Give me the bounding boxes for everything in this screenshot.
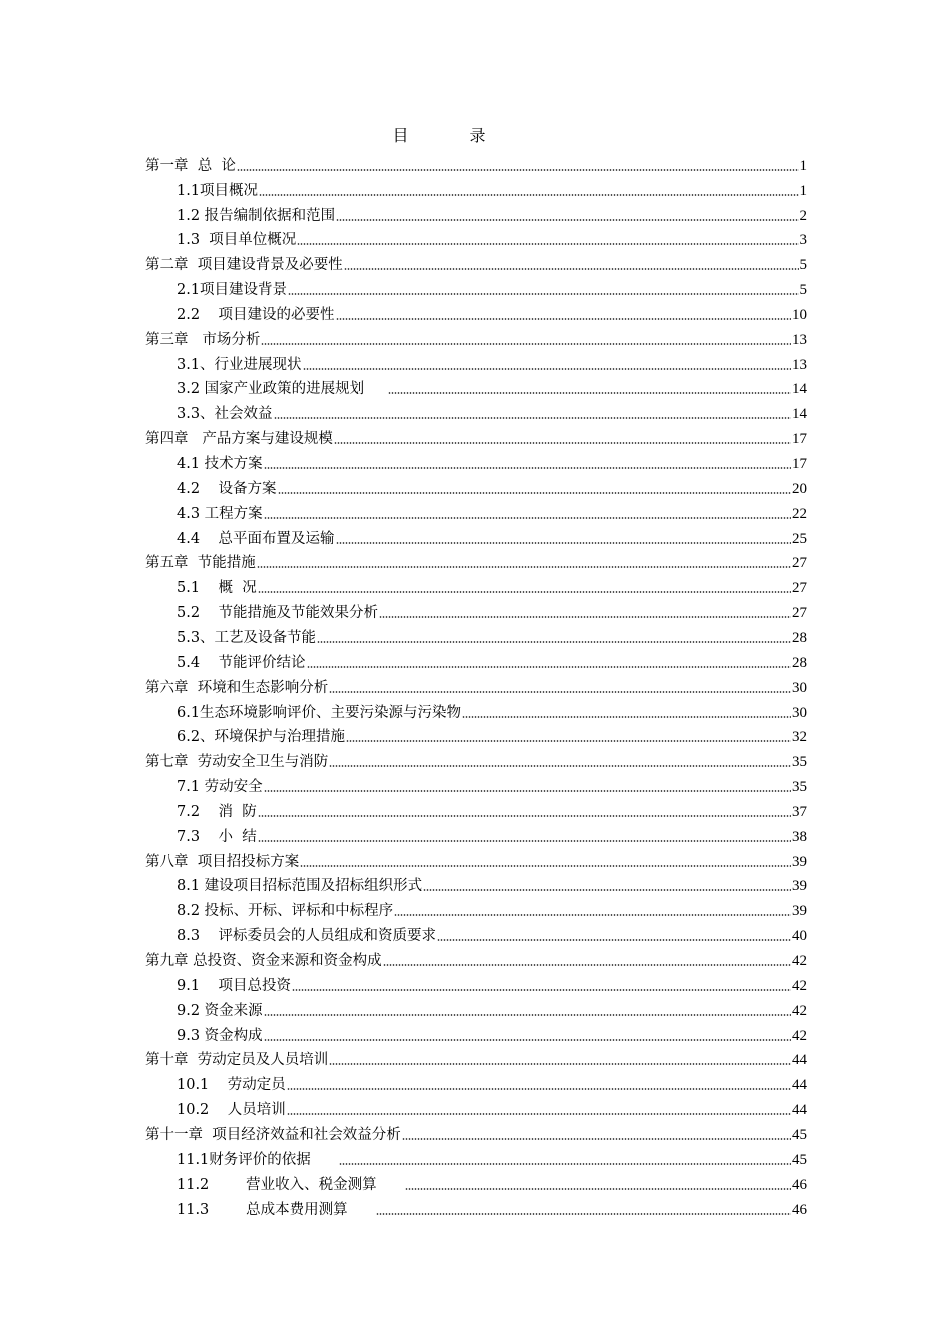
toc-entry-label: 10.2 人员培训 — [177, 1102, 286, 1119]
toc-section-entry[interactable] — [177, 175, 807, 200]
toc-section-entry[interactable] — [177, 448, 807, 473]
toc-section-entry[interactable] — [177, 399, 807, 424]
dot-leader — [303, 368, 791, 370]
dot-leader — [278, 492, 792, 494]
toc-entry-label: 第八章 项目招投标方案 — [145, 853, 300, 870]
dot-leader — [258, 815, 791, 817]
dot-leader — [258, 591, 791, 593]
toc-entry-page-number: 27 — [792, 580, 807, 597]
toc-chapter-entry[interactable] — [145, 846, 807, 871]
toc-section-entry[interactable] — [177, 871, 807, 896]
toc-entry-page-number: 1 — [799, 182, 807, 199]
toc-entry-page-number: 28 — [792, 629, 807, 646]
toc-section-entry[interactable] — [177, 896, 807, 921]
toc-section-entry[interactable] — [177, 1194, 807, 1219]
dot-leader — [344, 268, 799, 270]
toc-entry-label: 4.1 技术方案 — [177, 456, 263, 473]
toc-section-entry[interactable] — [177, 722, 807, 747]
dot-leader — [388, 392, 791, 394]
toc-entry-page-number: 46 — [792, 1201, 807, 1218]
dot-leader — [405, 1188, 791, 1190]
dot-leader — [288, 293, 798, 295]
toc-entry-page-number: 45 — [792, 1126, 807, 1143]
toc-entry-label: 3.3、社会效益 — [177, 406, 273, 423]
toc-entry-page-number: 42 — [792, 1002, 807, 1019]
toc-entry-page-number: 13 — [792, 331, 807, 348]
toc-entry-page-number: 44 — [792, 1077, 807, 1094]
toc-section-entry[interactable] — [177, 622, 807, 647]
toc-entry-label: 1.1项目概况 — [177, 182, 259, 199]
dot-leader — [261, 343, 791, 345]
toc-entry-page-number: 46 — [792, 1176, 807, 1193]
dot-leader — [379, 616, 791, 618]
dot-leader — [264, 790, 791, 792]
toc-entry-page-number: 37 — [792, 803, 807, 820]
toc-entry-page-number: 28 — [792, 654, 807, 671]
toc-entry-label: 1.2 报告编制依据和范围 — [177, 207, 336, 224]
toc-entry-label: 11.2 营业收入、税金测算 — [177, 1176, 405, 1193]
toc-entry-label: 4.2 设备方案 — [177, 480, 277, 497]
toc-entry-page-number: 22 — [792, 505, 807, 522]
dot-leader — [297, 243, 798, 245]
toc-chapter-entry[interactable] — [145, 423, 807, 448]
toc-entry-label: 8.3 评标委员会的人员组成和资质要求 — [177, 928, 436, 945]
toc-entry-page-number: 40 — [792, 928, 807, 945]
toc-entry-label: 3.1、行业进展现状 — [177, 356, 302, 373]
toc-entry-page-number: 25 — [792, 530, 807, 547]
toc-section-entry[interactable] — [177, 523, 807, 548]
toc-entry-label: 6.2、环境保护与治理措施 — [177, 729, 346, 746]
toc-section-entry[interactable] — [177, 920, 807, 945]
toc-section-entry[interactable] — [177, 1094, 807, 1119]
dot-leader — [264, 467, 791, 469]
toc-section-entry[interactable] — [177, 647, 807, 672]
toc-section-entry[interactable] — [177, 1169, 807, 1194]
dot-leader — [336, 219, 798, 221]
toc-entry-label: 5.3、工艺及设备节能 — [177, 629, 317, 646]
dot-leader — [257, 566, 791, 568]
toc-entry-label: 11.3 总成本费用测算 — [177, 1201, 376, 1218]
toc-entry-page-number: 17 — [792, 431, 807, 448]
toc-entry-page-number: 39 — [792, 853, 807, 870]
dot-leader — [287, 1113, 791, 1115]
dot-leader — [317, 641, 791, 643]
toc-section-entry[interactable] — [177, 225, 807, 250]
toc-section-entry[interactable] — [177, 498, 807, 523]
toc-entry-page-number: 39 — [792, 878, 807, 895]
toc-entry-label: 第一章 总 论 — [145, 157, 236, 174]
dot-leader — [334, 442, 791, 444]
toc-section-entry[interactable] — [177, 473, 807, 498]
toc-section-entry[interactable] — [177, 1020, 807, 1045]
toc-chapter-entry[interactable] — [145, 746, 807, 771]
toc-section-entry[interactable] — [177, 771, 807, 796]
toc-entry-label: 4.3 工程方案 — [177, 505, 263, 522]
dot-leader — [329, 765, 791, 767]
toc-entry-page-number: 5 — [799, 282, 807, 299]
toc-entry-label: 9.3 资金构成 — [177, 1027, 263, 1044]
dot-leader — [346, 740, 791, 742]
toc-entry-page-number: 30 — [792, 679, 807, 696]
toc-entry-label: 2.1项目建设背景 — [177, 282, 288, 299]
toc-entry-page-number: 44 — [792, 1102, 807, 1119]
dot-leader — [376, 1213, 791, 1215]
toc-section-entry[interactable] — [177, 299, 807, 324]
dot-leader — [300, 865, 791, 867]
toc-entry-page-number: 42 — [792, 1027, 807, 1044]
toc-entry-label: 第三章 市场分析 — [145, 331, 261, 348]
toc-entry-page-number: 17 — [792, 456, 807, 473]
toc-entry-page-number: 27 — [792, 605, 807, 622]
toc-entry-label: 第九章 总投资、资金来源和资金构成 — [145, 953, 382, 970]
dot-leader — [336, 318, 792, 320]
toc-chapter-entry[interactable] — [145, 672, 807, 697]
toc-entry-label: 8.2 投标、开标、评标和中标程序 — [177, 903, 394, 920]
dot-leader — [437, 939, 791, 941]
toc-entry-page-number: 42 — [792, 977, 807, 994]
toc-entry-label: 3.2 国家产业政策的进展规划 — [177, 381, 388, 398]
dot-leader — [383, 964, 791, 966]
toc-entry-page-number: 44 — [792, 1052, 807, 1069]
toc-section-entry[interactable] — [177, 995, 807, 1020]
toc-entry-page-number: 35 — [792, 754, 807, 771]
toc-entry-label: 第七章 劳动安全卫生与消防 — [145, 754, 329, 771]
toc-entry-page-number: 14 — [792, 381, 807, 398]
toc-entry-label: 9.2 资金来源 — [177, 1002, 263, 1019]
toc-entry-label: 4.4 总平面布置及运输 — [177, 530, 335, 547]
toc-chapter-entry[interactable] — [145, 249, 807, 274]
dot-leader — [287, 1088, 791, 1090]
toc-section-entry[interactable] — [177, 821, 807, 846]
toc-entry-label: 第五章 节能措施 — [145, 555, 256, 572]
toc-section-entry[interactable] — [177, 274, 807, 299]
dot-leader — [329, 691, 791, 693]
dot-leader — [423, 889, 791, 891]
toc-entry-label: 7.2 消 防 — [177, 803, 257, 820]
dot-leader — [402, 1138, 791, 1140]
toc-section-entry[interactable] — [177, 200, 807, 225]
toc-entry-page-number: 1 — [799, 157, 807, 174]
toc-entry-page-number: 42 — [792, 953, 807, 970]
toc-entry-label: 5.4 节能评价结论 — [177, 654, 306, 671]
toc-entry-label: 第六章 环境和生态影响分析 — [145, 679, 329, 696]
dot-leader — [264, 517, 791, 519]
toc-entry-page-number: 10 — [792, 306, 807, 323]
toc-entry-page-number: 20 — [792, 480, 807, 497]
toc-entry-label: 第十一章 项目经济效益和社会效益分析 — [145, 1126, 401, 1143]
toc-title: 目 录 — [392, 126, 514, 145]
dot-leader — [394, 914, 791, 916]
toc-entry-page-number: 38 — [792, 828, 807, 845]
dot-leader — [462, 716, 791, 718]
dot-leader — [339, 1163, 791, 1165]
toc-chapter-entry[interactable] — [145, 945, 807, 970]
dot-leader — [237, 169, 799, 171]
toc-chapter-entry[interactable] — [145, 150, 807, 175]
toc-entry-page-number: 27 — [792, 555, 807, 572]
toc-entry-page-number: 35 — [792, 779, 807, 796]
toc-section-entry[interactable] — [177, 572, 807, 597]
toc-section-entry[interactable] — [177, 1069, 807, 1094]
toc-entry-label: 5.2 节能措施及节能效果分析 — [177, 605, 378, 622]
toc-section-entry[interactable] — [177, 349, 807, 374]
toc-section-entry[interactable] — [177, 374, 807, 399]
dot-leader — [292, 989, 791, 991]
toc-entry-page-number: 14 — [792, 406, 807, 423]
toc-section-entry[interactable] — [177, 796, 807, 821]
toc-chapter-entry[interactable] — [145, 548, 807, 573]
toc-entry-label: 1.3 项目单位概况 — [177, 232, 297, 249]
dot-leader — [336, 542, 792, 544]
toc-section-entry[interactable] — [177, 1144, 807, 1169]
dot-leader — [258, 840, 791, 842]
toc-entry-label: 5.1 概 况 — [177, 580, 257, 597]
toc-entry-label: 第二章 项目建设背景及必要性 — [145, 257, 343, 274]
dot-leader — [329, 1063, 791, 1065]
dot-leader — [307, 666, 792, 668]
toc-entry-page-number: 13 — [792, 356, 807, 373]
toc-entry-page-number: 39 — [792, 903, 807, 920]
toc-entry-page-number: 2 — [799, 207, 807, 224]
toc-entry-label: 6.1生态环境影响评价、主要污染源与污染物 — [177, 704, 462, 721]
toc-chapter-entry[interactable] — [145, 324, 807, 349]
toc-section-entry[interactable] — [177, 970, 807, 995]
toc-entry-label: 第四章 产品方案与建设规模 — [145, 431, 333, 448]
toc-entry-label: 10.1 劳动定员 — [177, 1077, 286, 1094]
toc-section-entry[interactable] — [177, 697, 807, 722]
dot-leader — [264, 1014, 791, 1016]
toc-entry-page-number: 32 — [792, 729, 807, 746]
toc-entry-label: 2.2 项目建设的必要性 — [177, 306, 335, 323]
toc-entry-label: 7.3 小 结 — [177, 828, 257, 845]
toc-entry-page-number: 3 — [799, 232, 807, 249]
toc-entry-label: 9.1 项目总投资 — [177, 977, 291, 994]
toc-entry-label: 11.1财务评价的依据 — [177, 1151, 339, 1168]
toc-entry-label: 8.1 建设项目招标范围及招标组织形式 — [177, 878, 423, 895]
dot-leader — [274, 417, 791, 419]
toc-entry-page-number: 5 — [799, 257, 807, 274]
toc-chapter-entry[interactable] — [145, 1119, 807, 1144]
toc-chapter-entry[interactable] — [145, 1045, 807, 1070]
toc-entry-label: 7.1 劳动安全 — [177, 779, 263, 796]
toc-entry-page-number: 45 — [792, 1151, 807, 1168]
dot-leader — [264, 1039, 791, 1041]
toc-section-entry[interactable] — [177, 597, 807, 622]
toc-entry-page-number: 30 — [792, 704, 807, 721]
toc-entry-label: 第十章 劳动定员及人员培训 — [145, 1052, 329, 1069]
dot-leader — [259, 194, 798, 196]
